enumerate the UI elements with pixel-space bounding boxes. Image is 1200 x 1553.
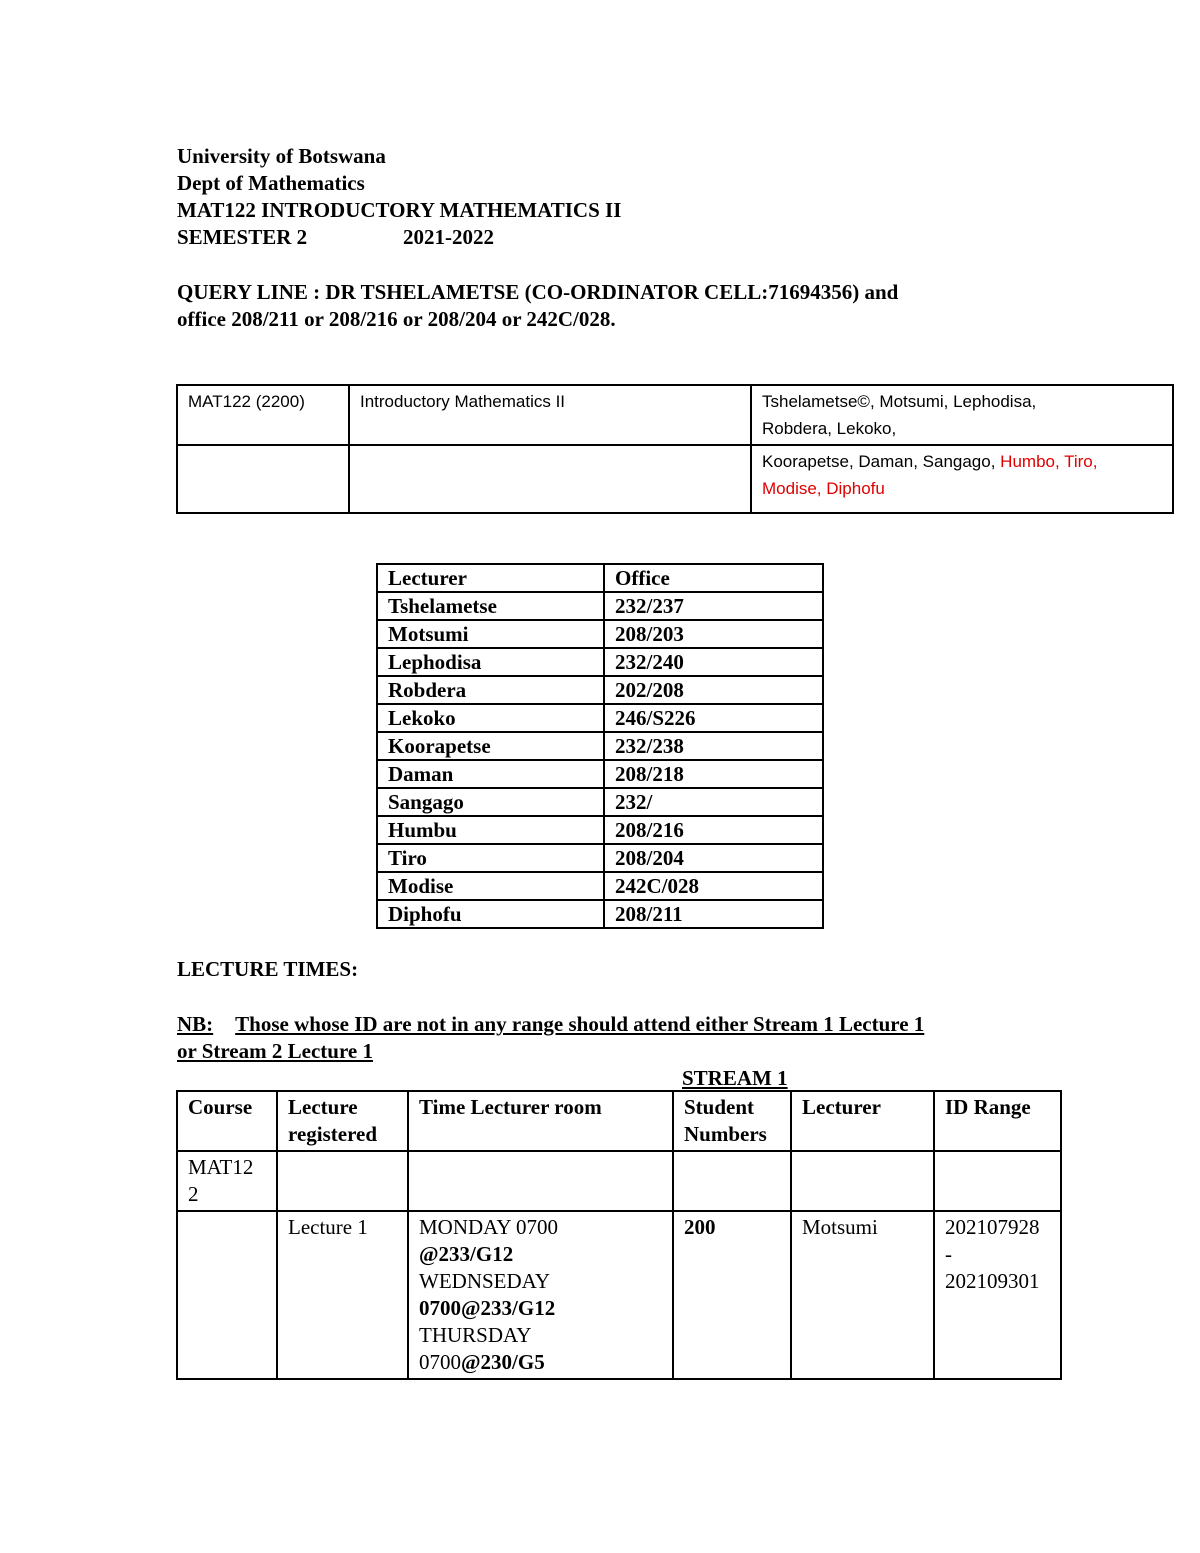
office-number: 242C/028 — [604, 872, 823, 900]
schedule-day-3: THURSDAY — [419, 1323, 532, 1347]
empty-cell — [277, 1151, 408, 1211]
query-line-1: QUERY LINE : DR TSHELAMETSE (CO-ORDINATOR CELL:71694356) and — [177, 280, 899, 304]
course-row — [177, 385, 1173, 445]
schedule-time-3: 0700 — [419, 1350, 461, 1374]
office-number: 232/238 — [604, 732, 823, 760]
staff-cell — [751, 385, 1173, 445]
office-number: 246/S226 — [604, 704, 823, 732]
lecturer-name: Tshelametse — [377, 592, 604, 620]
course-code: MAT122 (2200) — [188, 392, 305, 411]
course-row-continued — [177, 445, 1173, 513]
course-code-row — [177, 1151, 1061, 1211]
office-number: 232/237 — [604, 592, 823, 620]
schedule-room-3: @230/G5 — [461, 1350, 545, 1374]
table-row — [377, 872, 823, 900]
empty-cell — [408, 1151, 673, 1211]
staff-line-3: Koorapetse, Daman, Sangago, — [762, 452, 1001, 471]
staff-cell-continued — [751, 445, 1173, 513]
course-staff-table — [176, 384, 1174, 514]
lecturer-name: Diphofu — [377, 900, 604, 928]
header-id-range: ID Range — [934, 1091, 1061, 1151]
course-title: MAT122 INTRODUCTORY MATHEMATICS II — [177, 198, 622, 222]
office-number: 208/216 — [604, 816, 823, 844]
stream-table-header — [177, 1091, 1061, 1151]
office-number: 202/208 — [604, 676, 823, 704]
header-student-numbers: Student Numbers — [673, 1091, 791, 1151]
staff-line-1: Tshelametse©, Motsumi, Lephodisa, — [762, 392, 1037, 411]
table-row — [377, 760, 823, 788]
lecturer-name: Motsumi — [377, 620, 604, 648]
schedule-day-2: WEDNSEDAY — [419, 1269, 551, 1293]
lecturer-name: Koorapetse — [377, 732, 604, 760]
stream-heading: STREAM 1 — [682, 1066, 788, 1090]
lecture-times-heading: LECTURE TIMES: — [177, 957, 359, 981]
office-number: 208/204 — [604, 844, 823, 872]
staff-line-4-highlight: Modise, Diphofu — [762, 479, 885, 498]
lecture-1-row — [177, 1211, 1061, 1379]
office-number: 208/211 — [604, 900, 823, 928]
student-count-cell: 200 — [673, 1211, 791, 1379]
table-row — [377, 704, 823, 732]
lecturer-name: Sangago — [377, 788, 604, 816]
empty-cell — [177, 445, 349, 513]
schedule-room-3-line — [419, 1349, 662, 1376]
table-row — [377, 620, 823, 648]
office-number: 232/240 — [604, 648, 823, 676]
office-number: 232/ — [604, 788, 823, 816]
table-row — [377, 844, 823, 872]
staff-line-3-highlight: Humbo, Tiro, — [1000, 452, 1098, 471]
table-row — [377, 676, 823, 704]
id-range-cell — [934, 1211, 1061, 1379]
office-number: 208/218 — [604, 760, 823, 788]
empty-cell — [177, 1211, 277, 1379]
course-code-cell: MAT12 2 — [177, 1151, 277, 1211]
schedule-day-1: MONDAY 0700 — [419, 1215, 559, 1239]
course-code-cell — [177, 385, 349, 445]
nb-label: NB: — [177, 1012, 214, 1036]
empty-cell — [934, 1151, 1061, 1211]
department-name: Dept of Mathematics — [177, 171, 365, 195]
lecture-name-cell: Lecture 1 — [277, 1211, 408, 1379]
course-title-cell — [349, 385, 751, 445]
header-lecturer: Lecturer — [377, 564, 604, 592]
stream-1-table — [176, 1090, 1062, 1380]
lecturer-name: Humbu — [377, 816, 604, 844]
header-time-room: Time Lecturer room — [408, 1091, 673, 1151]
office-number: 208/203 — [604, 620, 823, 648]
empty-cell — [349, 445, 751, 513]
lecturer-name: Modise — [377, 872, 604, 900]
schedule-room-1: @233/G12 — [419, 1242, 514, 1266]
id-dash: - — [945, 1242, 952, 1266]
lecturer-name: Lephodisa — [377, 648, 604, 676]
office-table-header — [377, 564, 823, 592]
schedule-room-2: 0700@233/G12 — [419, 1296, 556, 1320]
course-name: Introductory Mathematics II — [360, 392, 566, 411]
lecturer-office-table — [376, 563, 824, 929]
nb-text-2: or Stream 2 Lecture 1 — [177, 1039, 373, 1063]
lecturer-name: Robdera — [377, 676, 604, 704]
header-course: Course — [177, 1091, 277, 1151]
lecturer-name: Tiro — [377, 844, 604, 872]
table-row — [377, 788, 823, 816]
nb-text-1: Those whose ID are not in any range should attend either Stream 1 Lecture 1 — [235, 1012, 925, 1036]
id-to: 202109301 — [945, 1269, 1040, 1293]
nb-line-1 — [177, 1011, 924, 1038]
lecturer-cell: Motsumi — [791, 1211, 934, 1379]
table-row — [377, 900, 823, 928]
empty-cell — [791, 1151, 934, 1211]
lecturer-name: Lekoko — [377, 704, 604, 732]
table-row — [377, 592, 823, 620]
header-lecture-registered: Lecture registered — [277, 1091, 408, 1151]
staff-line-2: Robdera, Lekoko, — [762, 419, 897, 438]
lecturer-name: Daman — [377, 760, 604, 788]
id-from: 202107928 — [945, 1215, 1040, 1239]
table-row — [377, 732, 823, 760]
time-room-cell — [408, 1211, 673, 1379]
academic-year: 2021-2022 — [403, 225, 494, 249]
semester-label: SEMESTER 2 — [177, 225, 308, 249]
query-line-2: office 208/211 or 208/216 or 208/204 or 242C/028. — [177, 307, 616, 331]
header-lecturer: Lecturer — [791, 1091, 934, 1151]
empty-cell — [673, 1151, 791, 1211]
table-row — [377, 648, 823, 676]
university-name: University of Botswana — [177, 144, 386, 168]
table-row — [377, 816, 823, 844]
header-office: Office — [604, 564, 823, 592]
